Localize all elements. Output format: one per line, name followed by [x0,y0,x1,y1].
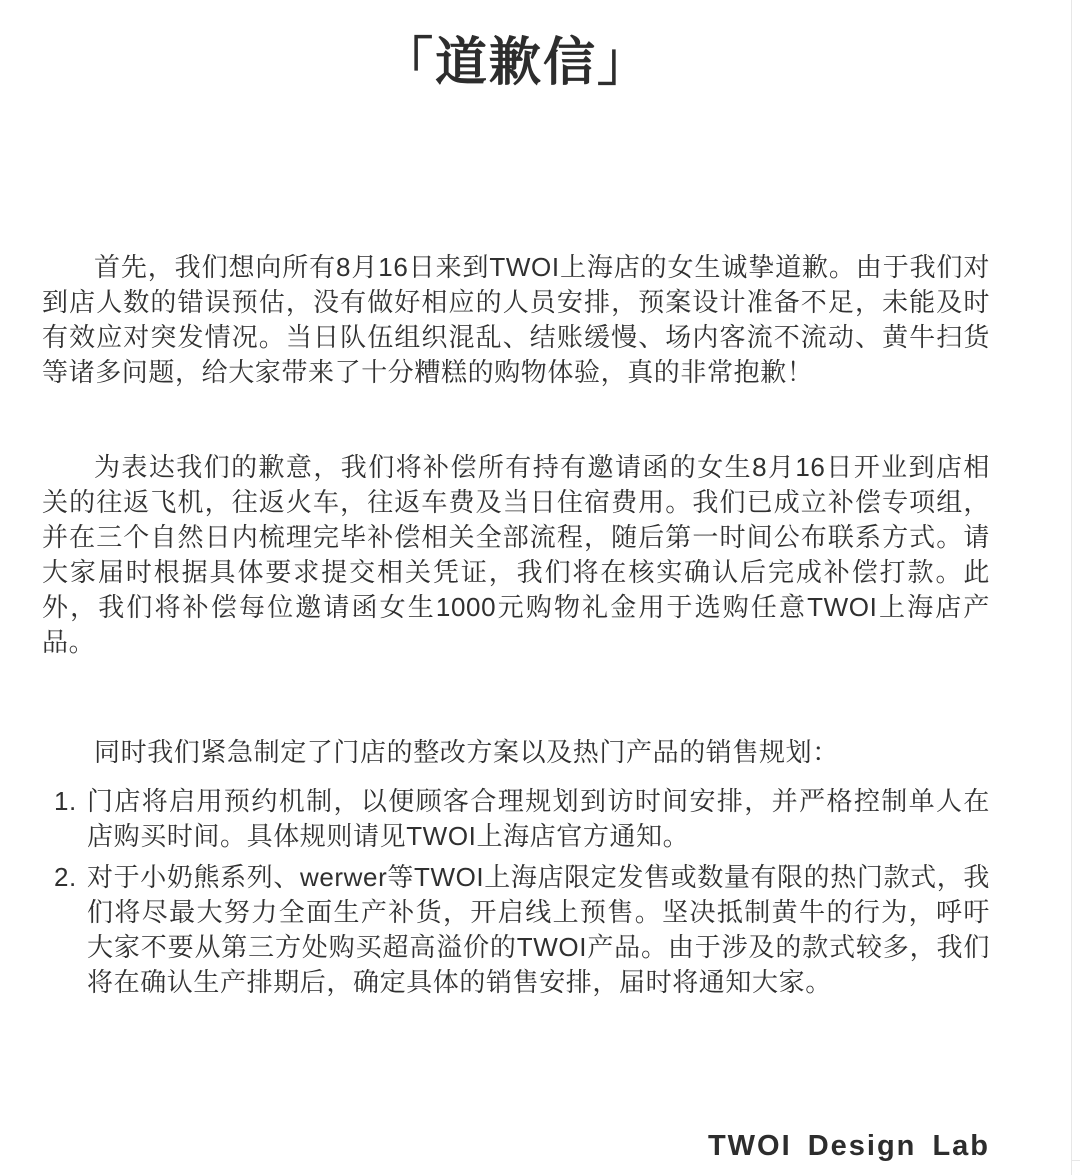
list-item [42,784,990,854]
plan-list [42,784,990,1000]
bottom-right-edge-line [1071,1160,1080,1161]
list-item-number: 2. [54,862,77,892]
list-item-text: 对于小奶熊系列、werwer等TWOI上海店限定发售或数量有限的热门款式，我们将尽最大努力全面生产补货，开启线上预售。坚决抵制黄牛的行为，呼吁大家不要从第三方处购买超高溢价的TWOI产品。由于涉及的款式较多，我们将在确认生产排期后，确定具体的销售安排，届时将通知大家。 [87,862,990,997]
signature: TWOI Design Lab [707,1130,990,1162]
compensation-paragraph: 为表达我们的歉意，我们将补偿所有持有邀请函的女生8月16日开业到店相关的往返飞机，往返火车，往返车费及当日住宿费用。我们已成立补偿专项组，并在三个自然日内梳理完毕补偿相关全部流程，随后第一时间公布联系方式。请大家届时根据具体要求提交相关凭证，我们将在核实确认后完成补偿打款。此外，我们将补偿每位邀请函女生1000元购物礼金用于选购任意TWOI上海店产品。 [42,452,990,657]
plan-intro: 同时我们紧急制定了门店的整改方案以及热门产品的销售规划： [94,737,839,767]
list-item-text: 门店将启用预约机制，以便顾客合理规划到访时间安排，并严格控制单人在店购买时间。具体规则请见TWOI上海店官方通知。 [87,786,990,851]
page-title: 「道歉信」 [380,34,651,92]
apology-paragraph: 首先，我们想向所有8月16日来到TWOI上海店的女生诚挚道歉。由于我们对到店人数的错误预估，没有做好相应的人员安排，预案设计准备不足，未能及时有效应对突发情况。当日队伍组织混乱、结账缓慢、场内客流不流动、黄牛扫货等诸多问题，给大家带来了十分糟糕的购物体验，真的非常抱歉！ [42,252,990,387]
list-item [42,860,990,1000]
right-edge-line [1071,0,1072,1175]
list-item-number: 1. [54,786,77,816]
